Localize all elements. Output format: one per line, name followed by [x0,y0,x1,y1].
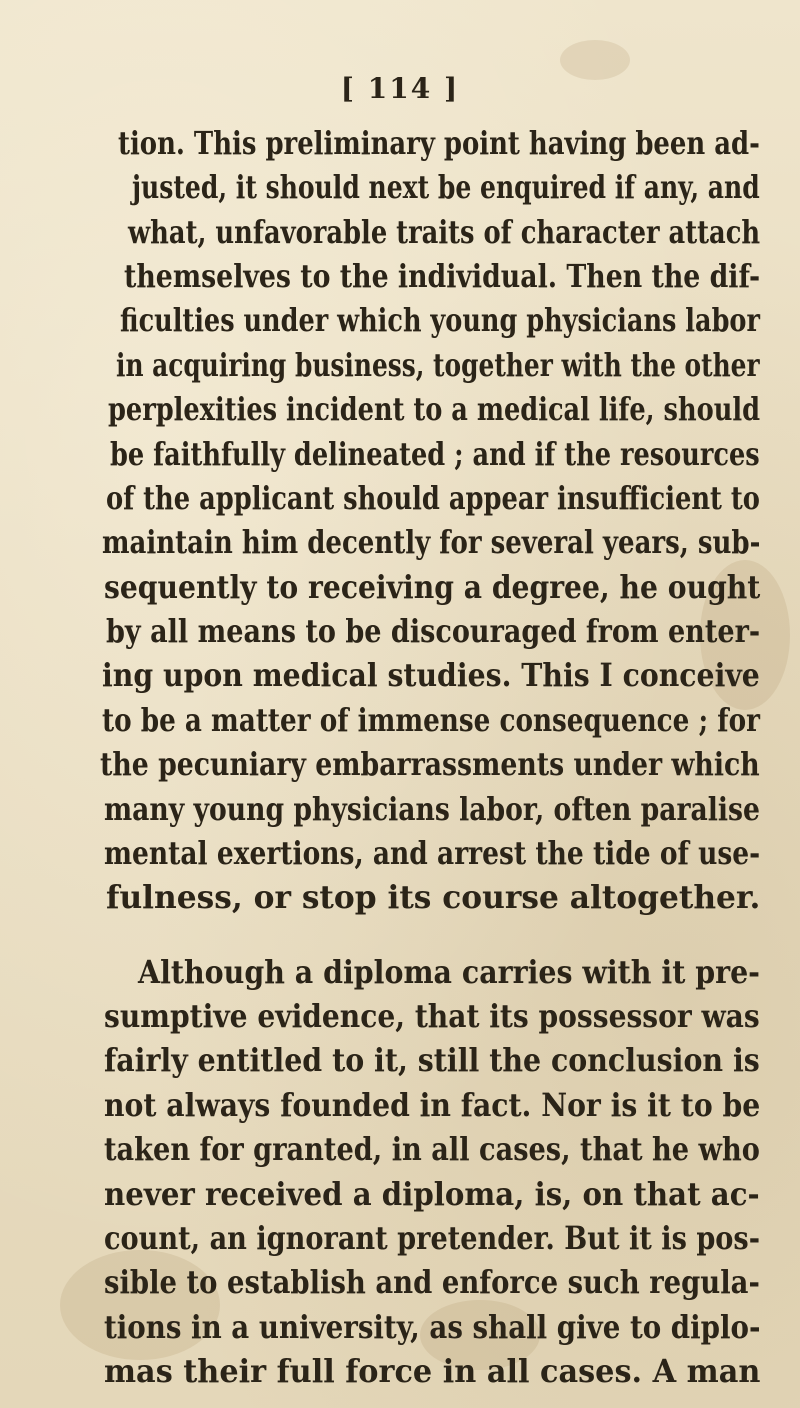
text-line: in acquiring business, together with the other [116,346,760,384]
text-line: mas their full force in all cases. A man [104,1353,761,1390]
text-line: themselves to the individual. Then the dif- [124,258,761,296]
text-line: taken for granted, in all cases, that he who [104,1131,760,1169]
text-line: fulness, or stop its course altogether. [106,879,761,917]
text-line: Although a diploma carries with it pre- [138,953,761,991]
text-line: not always founded in fact. Nor is it to be [104,1086,761,1124]
text-line: what, unfavorable traits of character attach [128,213,761,251]
text-line: be faithfully delineated ; and if the resources [110,435,760,473]
text-line: mental exertions, and arrest the tide of use- [104,834,761,872]
text-line: perplexities incident to a medical life, should [108,391,761,429]
text-line: never received a diploma, is, on that ac- [104,1175,760,1213]
text-line: justed, it should next be enquired if any, and [132,169,760,207]
text-line: to be a matter of immense consequence ; for [102,701,760,739]
text-line: by all means to be discouraged from enter- [106,613,761,651]
text-line: tions in a university, as shall give to diplo- [104,1308,761,1346]
text-line: count, an ignorant pretender. But it is pos- [104,1219,760,1257]
text-line: many young physicians labor, often paralise [104,790,760,828]
text-line: ficulties under which young physicians labor [120,302,760,340]
page-number: [ 114 ] [340,72,460,105]
text-line: maintain him decently for several years, sub- [102,524,761,562]
text-line: of the applicant should appear insufficient to [106,479,760,517]
text-line: tion. This preliminary point having been ad- [118,125,760,162]
text-line: sible to establish and enforce such regula- [104,1264,760,1302]
text-line: fairly entitled to it, still the conclusion is [104,1042,760,1080]
text-line: ing upon medical studies. This I conceive [102,657,760,695]
text-line: sumptive evidence, that its possessor was [104,998,760,1036]
text-line: the pecuniary embarrassments under which [100,746,760,784]
text-line: sequently to receiving a degree, he ought [104,568,761,606]
